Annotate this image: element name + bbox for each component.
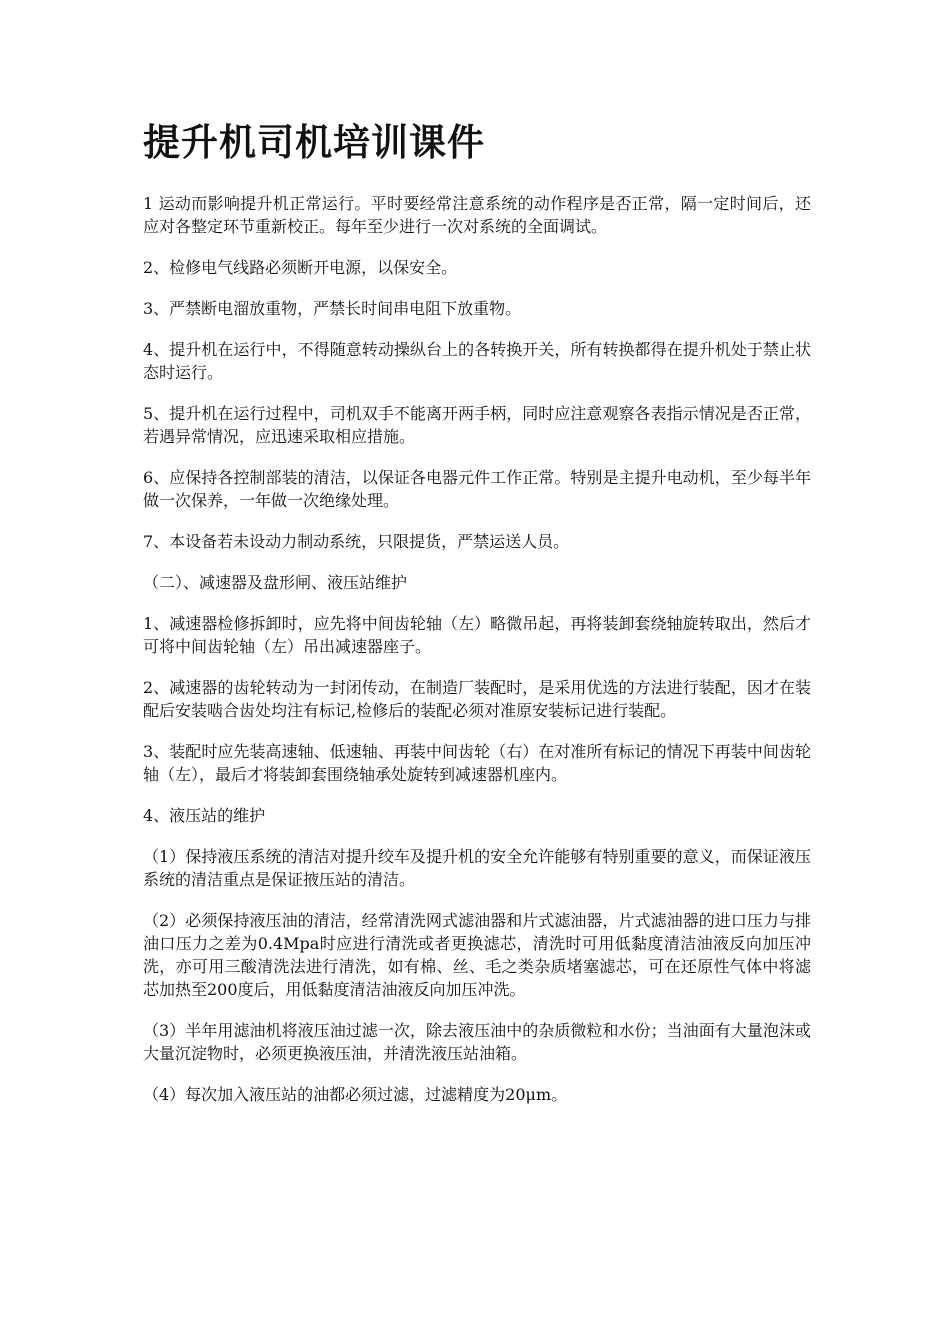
paragraph-2: 2、检修电气线路必须断开电源，以保安全。 bbox=[143, 258, 458, 277]
paragraph-hydraulic-3: （3）半年用滤油机将液压油过滤一次，除去液压油中的杂质微粒和水份；当油面有大量泡沫或大量沉淀物时，必须更换液压油，并清洗液压站油箱。 bbox=[143, 1021, 811, 1063]
paragraph-reducer-2: 2、减速器的齿轮转动为一封闭传动，在制造厂装配时，是采用优选的方法进行装配，因才在装配后安装啮合齿处均注有标记,检修后的装配必须对准原安装标记进行装配。 bbox=[143, 678, 811, 720]
paragraph-hydraulic-1: （1）保持液压系统的清洁对提升绞车及提升机的安全允许能够有特别重要的意义，而保证液压系统的清洁重点是保证掖压站的清洁。 bbox=[143, 847, 811, 889]
paragraph-7: 7、本设备若未设动力制动系统，只限提货，严禁运送人员。 bbox=[143, 532, 570, 551]
paragraph-hydraulic-2: （2）必须保持液压油的清洁，经常清洗网式滤油器和片式滤油器，片式滤油器的进口压力与排油口压力之差为0.4Mpa时应进行清洗或者更换滤芯，清洗时可用低黏度清洁油液反向加压冲洗，亦可用三酸清洗法进行清洗，如有棉、丝、毛之类杂质堵塞滤芯，可在还原性气体中将滤芯加热至200度后，用低黏度清洁油液反向加压冲洗。 bbox=[143, 911, 811, 999]
paragraph-4: 4、提升机在运行中，不得随意转动操纵台上的各转换开关，所有转换都得在提升机处于禁止状态时运行。 bbox=[143, 340, 811, 382]
section-heading-reducer: （二）、减速器及盘形闸、液压站维护 bbox=[143, 573, 408, 592]
paragraph-3: 3、严禁断电溜放重物，严禁长时间串电阻下放重物。 bbox=[143, 299, 522, 318]
paragraph-1: 1 运动而影响提升机正常运行。平时要经常注意系统的动作程序是否正常，隔一定时间后，还应对各整定环节重新校正。每年至少进行一次对系统的全面调试。 bbox=[143, 194, 811, 236]
subheading-hydraulic-station: 4、液压站的维护 bbox=[143, 806, 266, 825]
paragraph-reducer-3: 3、装配时应先装高速轴、低速轴、再装中间齿轮（右）在对准所有标记的情况下再装中间齿轮轴（左），最后才将装卸套围绕轴承处旋转到减速器机座内。 bbox=[143, 742, 811, 784]
paragraph-5: 5、提升机在运行过程中，司机双手不能离开两手柄，同时应注意观察各表指示情况是否正常，若遇异常情况，应迅速采取相应措施。 bbox=[143, 404, 811, 446]
document-title: 提升机司机培训课件 bbox=[143, 120, 485, 164]
paragraph-6: 6、应保持各控制部装的清洁，以保证各电器元件工作正常。特别是主提升电动机，至少每半年做一次保养，一年做一次绝缘处理。 bbox=[143, 468, 811, 510]
document-page bbox=[143, 118, 811, 1124]
paragraph-reducer-1: 1、减速器检修拆卸时，应先将中间齿轮轴（左）略微吊起，再将装卸套绕轴旋转取出，然后才可将中间齿轮轴（左）吊出减速器座子。 bbox=[143, 614, 811, 656]
paragraph-hydraulic-4: （4）每次加入液压站的油都必须过滤，过滤精度为20μm。 bbox=[143, 1085, 568, 1104]
